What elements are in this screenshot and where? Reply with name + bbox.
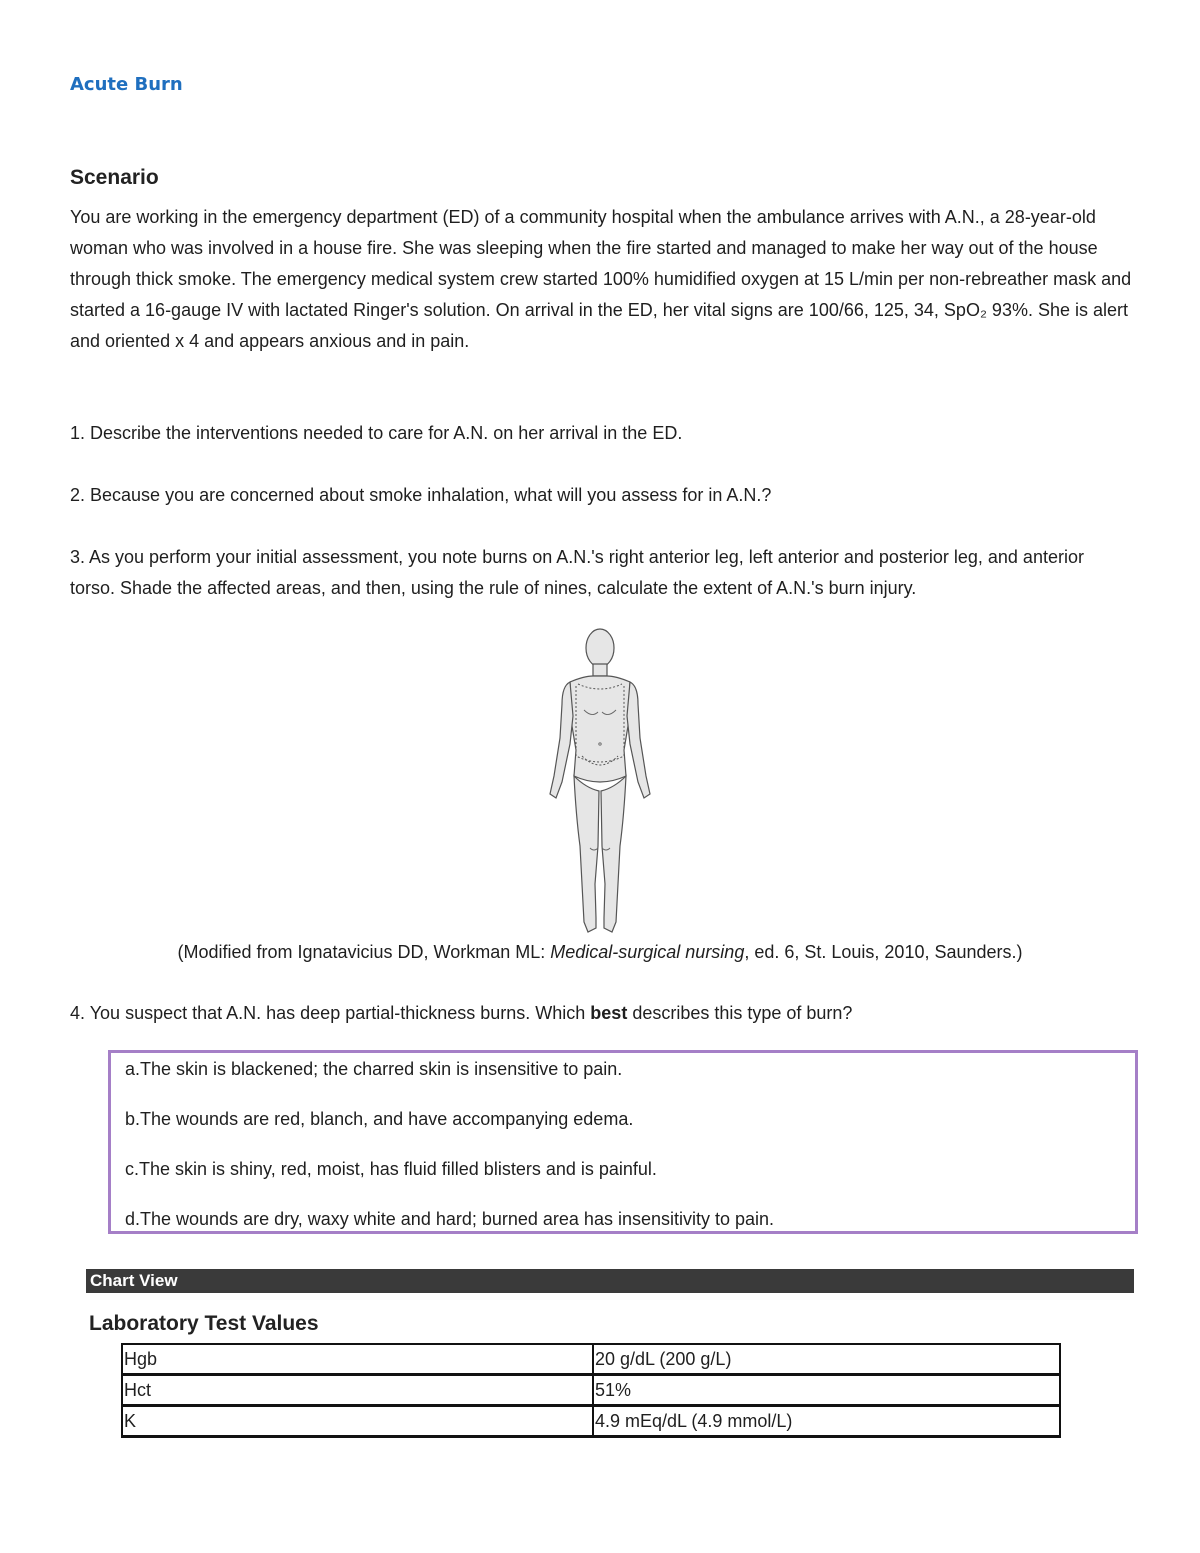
question-4-text-after: describes this type of burn? xyxy=(627,1003,853,1023)
answer-options-box xyxy=(108,1050,1138,1234)
scenario-paragraph: You are working in the emergency department (ED) of a community hospital when the ambulance arrives with A.N., a 28-year-old woman who was involved in a house fire. She was sleeping when the fire started and managed to make her way out of the house through thick smoke. The emergency medical system crew started 100% humidified oxygen at 15 L/min per non-rebreather mask and started a 16-gauge IV with lactated Ringer's solution. On arrival in the ED, her vital signs are 100/66, 125, 34, SpO₂ 93%. She is alert and oriented x 4 and appears anxious and in pain. xyxy=(70,207,1132,351)
lab-value-cell: 4.9 mEq/dL (4.9 mmol/L) xyxy=(593,1406,1060,1437)
page-title: Acute Burn xyxy=(70,74,183,95)
chart-view-bar: Chart View xyxy=(86,1269,1134,1293)
caption-book-title: Medical-surgical nursing xyxy=(550,942,745,962)
lab-value-cell: 20 g/dL (200 g/L) xyxy=(593,1344,1060,1375)
lab-value-cell: 51% xyxy=(593,1375,1060,1406)
question-2: 2. Because you are concerned about smoke inhalation, what will you assess for in A.N.? xyxy=(70,485,772,505)
section-heading-scenario: Scenario xyxy=(70,166,159,189)
figure-caption xyxy=(0,937,1200,968)
table-row xyxy=(122,1344,1060,1375)
question-4-emphasis: best xyxy=(590,1003,628,1023)
body-outline-anterior-icon xyxy=(540,626,660,936)
lab-name-cell: Hct xyxy=(122,1375,593,1406)
table-row xyxy=(122,1375,1060,1406)
caption-text-after: , ed. 6, St. Louis, 2010, Saunders.) xyxy=(744,942,1023,962)
lab-values-table xyxy=(121,1343,1061,1438)
question-4 xyxy=(70,998,1132,1029)
option-a[interactable]: a.The skin is blackened; the charred skin is insensitive to pain. xyxy=(125,1059,623,1079)
question-4-text-before: 4. You suspect that A.N. has deep partial-thickness burns. Which xyxy=(70,1003,591,1023)
table-row xyxy=(122,1406,1060,1437)
lab-name-cell: Hgb xyxy=(122,1344,593,1375)
lab-name-cell: K xyxy=(122,1406,593,1437)
option-c[interactable]: c.The skin is shiny, red, moist, has fluid filled blisters and is painful. xyxy=(125,1159,657,1179)
body-figure xyxy=(540,626,660,936)
caption-text-before: (Modified from Ignatavicius DD, Workman ML: xyxy=(177,942,551,962)
option-d[interactable]: d.The wounds are dry, waxy white and hard; burned area has insensitivity to pain. xyxy=(125,1209,775,1229)
question-1: 1. Describe the interventions needed to care for A.N. on her arrival in the ED. xyxy=(70,423,683,443)
option-b[interactable]: b.The wounds are red, blanch, and have accompanying edema. xyxy=(125,1109,634,1129)
lab-values-heading: Laboratory Test Values xyxy=(89,1312,319,1335)
question-3: 3. As you perform your initial assessment, you note burns on A.N.'s right anterior leg, left anterior and posterior leg, and anterior torso. Shade the affected areas, and then, using the rule of nines, calculate the extent of A.N.'s burn injury. xyxy=(70,547,1084,598)
